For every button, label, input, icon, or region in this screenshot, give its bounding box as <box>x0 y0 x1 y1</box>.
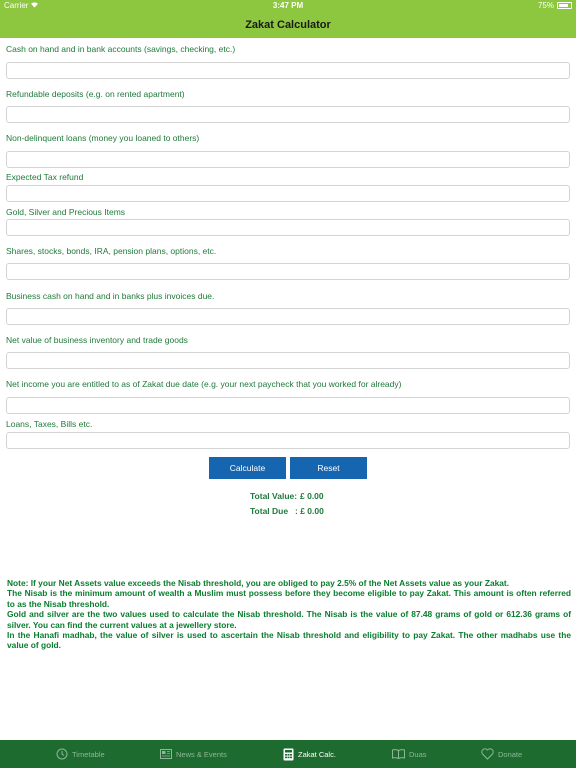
tab-duas[interactable] <box>392 740 427 768</box>
status-time: 3:47 PM <box>272 1 304 10</box>
label-refundable-deposits: Refundable deposits (e.g. on rented apartment) <box>6 89 185 99</box>
tab-duas-label: Duas <box>409 749 427 759</box>
label-tax-refund: Expected Tax refund <box>6 172 84 182</box>
business-cash-input[interactable] <box>6 308 570 325</box>
cash-input[interactable] <box>6 62 570 79</box>
nisab-note <box>7 578 571 651</box>
total-value-label: Total Value: <box>250 491 298 501</box>
tab-zakat-calc[interactable] <box>283 740 336 768</box>
tab-zakat-calc-label: Zakat Calc. <box>298 749 336 759</box>
gold-silver-input[interactable] <box>6 219 570 236</box>
label-net-income: Net income you are entitled to as of Zakat due date (e.g. your next paycheck that you worked for already) <box>6 379 402 389</box>
label-loans-given: Non-delinquent loans (money you loaned to others) <box>6 133 200 143</box>
book-icon <box>392 749 405 759</box>
tab-donate-label: Donate <box>498 749 523 759</box>
calculate-button[interactable]: Calculate <box>209 457 286 479</box>
carrier-label: Carrier <box>4 1 29 10</box>
battery-percent: 75% <box>537 1 554 10</box>
note-paragraph: Gold and silver are the two values used to calculate the Nisab threshold. The Nisab is the value of 87.48 grams of gold or 612.36 grams of silver. You can find the current values at a jewellery store. <box>7 609 571 630</box>
label-cash: Cash on hand and in bank accounts (savings, checking, etc.) <box>6 44 236 54</box>
tab-news-events-label: News & Events <box>176 749 227 759</box>
note-paragraph: Note: If your Net Assets value exceeds the Nisab threshold, you are obliged to pay 2.5% of the Net Assets value as your Zakat. <box>7 578 510 588</box>
page-title: Zakat Calculator <box>245 19 331 31</box>
tab-timetable-label: Timetable <box>72 749 105 759</box>
newspaper-icon <box>160 749 172 759</box>
net-income-input[interactable] <box>6 397 570 414</box>
clock-icon <box>56 748 68 760</box>
label-shares: Shares, stocks, bonds, IRA, pension plans, options, etc. <box>6 246 217 256</box>
tab-donate[interactable] <box>481 740 522 768</box>
tab-timetable[interactable] <box>56 740 105 768</box>
total-value-amount: £ 0.00 <box>300 491 324 501</box>
status-bar <box>0 0 576 12</box>
total-due-label: Total Due <box>250 506 289 516</box>
note-paragraph: In the Hanafi madhab, the value of silver is used to ascertain the Nisab threshold and eligibility to pay Zakat. The other madhabs use the value of gold. <box>7 630 571 651</box>
loans-given-input[interactable] <box>6 151 570 168</box>
note-paragraph: The Nisab is the minimum amount of wealth a Muslim must possess before they become eligible to pay Zakat. This amount is often referred to as the Nisab threshold. <box>7 588 571 609</box>
label-business-cash: Business cash on hand and in banks plus invoices due. <box>6 291 215 301</box>
liabilities-input[interactable] <box>6 432 570 449</box>
tab-bar <box>0 740 576 768</box>
label-business-inventory: Net value of business inventory and trade goods <box>6 335 188 345</box>
heart-icon <box>481 748 494 760</box>
tax-refund-input[interactable] <box>6 185 570 202</box>
calculator-icon <box>283 748 294 761</box>
business-inventory-input[interactable] <box>6 352 570 369</box>
label-gold-silver: Gold, Silver and Precious Items <box>6 207 126 217</box>
refundable-deposits-input[interactable] <box>6 106 570 123</box>
tab-news-events[interactable] <box>160 740 227 768</box>
label-liabilities: Loans, Taxes, Bills etc. <box>6 419 93 429</box>
battery-icon <box>557 2 572 9</box>
reset-button[interactable]: Reset <box>290 457 367 479</box>
total-due-amount: : £ 0.00 <box>295 506 324 516</box>
nav-bar <box>0 12 576 38</box>
shares-input[interactable] <box>6 263 570 280</box>
